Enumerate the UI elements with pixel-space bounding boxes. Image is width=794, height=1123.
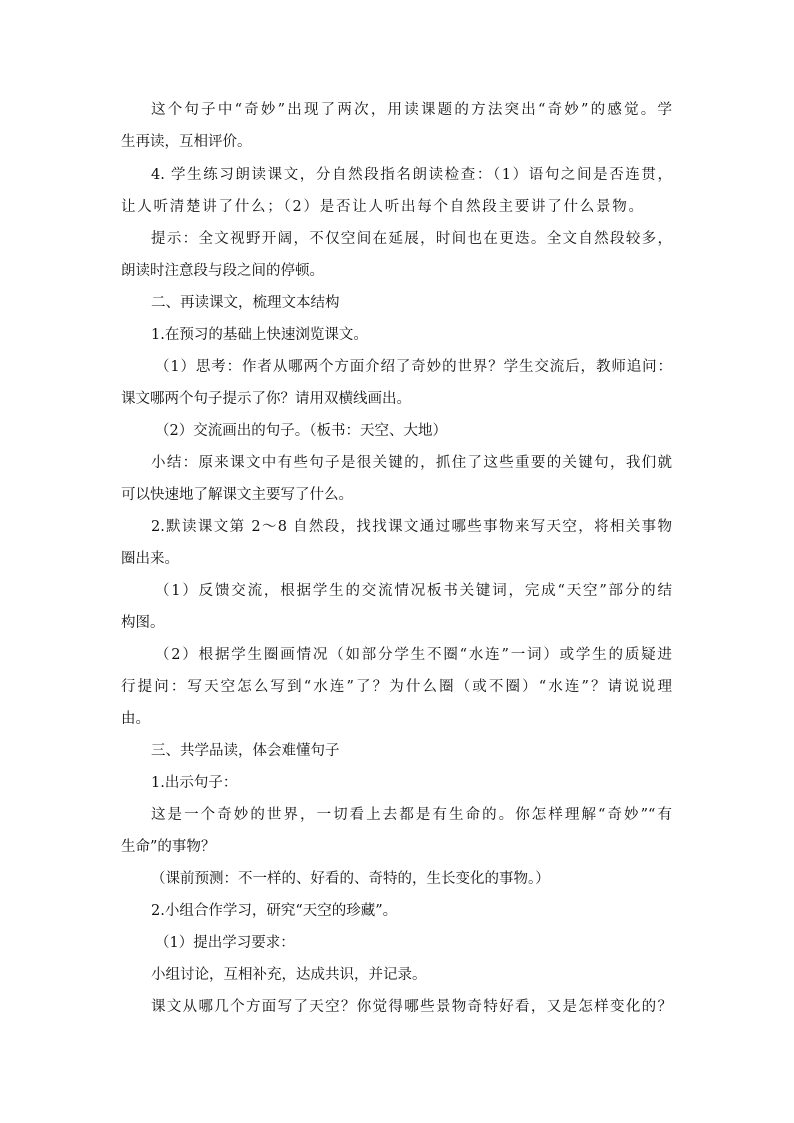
text-line: 朗读时注意段与段之间的停顿。: [121, 263, 324, 279]
text-line: 行提问：写天空怎么写到“水连”了？为什么圈（或不圈）“水连”？请说说理: [121, 679, 672, 695]
section-heading: 二、再读课文，梳理文本结构: [151, 295, 340, 311]
text-line: 这是一个奇妙的世界，一切看上去都是有生命的。你怎样理解“奇妙”“有: [151, 807, 672, 823]
text-line: （1）提出学习要求：: [155, 935, 295, 951]
text-line: 圈出来。: [121, 551, 179, 567]
text-line: 这个句子中“奇妙”出现了两次，用读课题的方法突出“奇妙”的感觉。学: [151, 102, 672, 118]
text-line: 由。: [121, 711, 150, 727]
text-line: 2.小组合作学习，研究“天空的珍藏”。: [151, 903, 398, 919]
text-line: 让人听清楚讲了什么；（2）是否让人听出每个自然段主要讲了什么景物。: [121, 199, 643, 215]
text-line: 生再读，互相评价。: [121, 134, 252, 150]
text-line: 课文哪两个句子提示了你？请用双横线画出。: [121, 391, 411, 407]
text-line: 构图。: [121, 615, 165, 631]
text-line: 生命”的事物？: [121, 839, 216, 855]
text-line: （1）反馈交流，根据学生的交流情况板书关键词，完成“天空”部分的结: [155, 583, 672, 599]
text-line: 1.在预习的基础上快速浏览课文。: [151, 327, 368, 343]
section-heading: 三、共学品读，体会难懂句子: [151, 743, 340, 759]
text-line: 小组讨论，互相补充，达成共识，并记录。: [151, 967, 427, 983]
text-line: 2.默读课文第 2～8 自然段，找找课文通过哪些事物来写天空，将相关事物: [151, 519, 672, 535]
text-line: 课文从哪几个方面写了天空？你觉得哪些景物奇特好看，又是怎样变化的？: [151, 999, 672, 1015]
text-line: （课前预测：不一样的、好看的、奇特的，生长变化的事物。）: [151, 871, 550, 887]
text-line: （1）思考：作者从哪两个方面介绍了奇妙的世界？学生交流后，教师追问：: [155, 359, 672, 375]
text-line: （2）根据学生圈画情况（如部分学生不圈“水连”一词）或学生的质疑进: [155, 647, 672, 663]
text-line: 小结：原来课文中有些句子是很关键的，抓住了这些重要的关键句，我们就: [151, 455, 672, 471]
text-line: 可以快速地了解课文主要写了什么。: [121, 487, 353, 503]
text-line: 4. 学生练习朗读课文，分自然段指名朗读检查：（1）语句之间是否连贯，: [151, 167, 672, 183]
text-line: （2）交流画出的句子。（板书：天空、大地）: [155, 423, 447, 439]
text-line: 提示：全文视野开阔，不仅空间在延展，时间也在更迭。全文自然段较多，: [151, 231, 672, 247]
text-line: 1.出示句子：: [151, 775, 238, 791]
